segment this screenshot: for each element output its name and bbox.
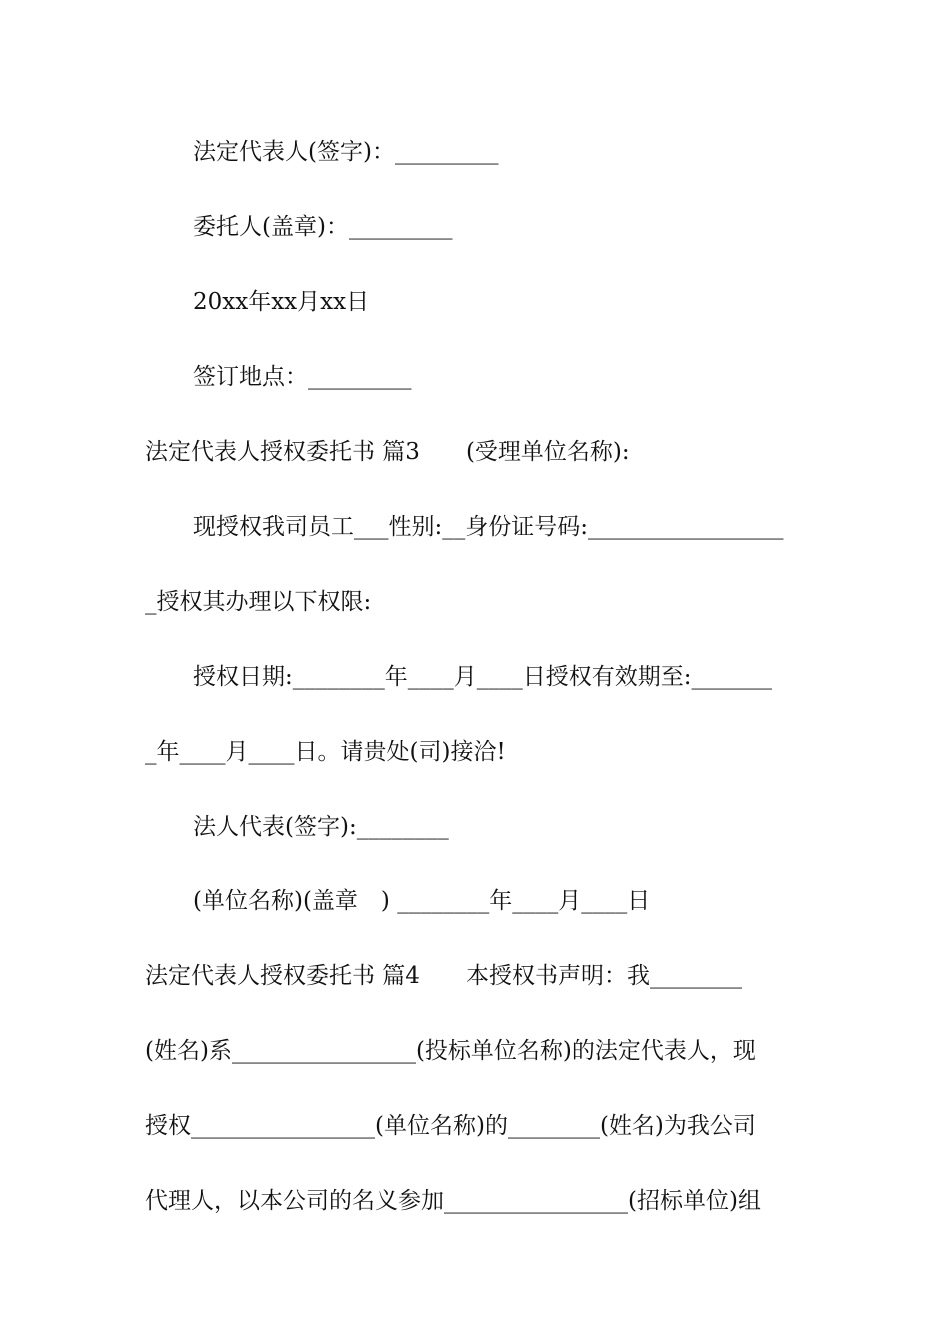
authorization-date-line: 授权日期:________年____月____日授权有效期至:_______: [193, 664, 772, 690]
legal-rep-signature-line: 法定代表人(签字)：_________: [193, 139, 499, 165]
section-4-heading: 法定代表人授权委托书 篇4 本授权书声明：我________: [145, 963, 742, 989]
authorization-employee-line: 现授权我司员工___性别:__身份证号码:_________________: [193, 514, 784, 540]
signing-place-line: 签订地点：_________: [193, 364, 412, 390]
authorization-scope-line: _授权其办理以下权限:: [145, 589, 372, 615]
body-line-name: (姓名)系________________(投标单位名称)的法定代表人，现: [145, 1038, 756, 1064]
legal-rep-line: 法人代表(签字):________: [193, 814, 449, 840]
date-line: 20xx年xx月xx日: [193, 289, 370, 315]
validity-end-line: _年____月____日。请贵处(司)接洽!: [145, 739, 506, 765]
body-line-agent: 代理人，以本公司的名义参加________________(招标单位)组: [145, 1188, 761, 1214]
section-3-heading: 法定代表人授权委托书 篇3 (受理单位名称):: [145, 439, 630, 465]
body-line-authorize: 授权________________(单位名称)的________(姓名)为我公司: [145, 1113, 756, 1139]
principal-seal-line: 委托人(盖章)：_________: [193, 214, 453, 240]
unit-seal-date-line: (单位名称)(盖章 ) ________年____月____日: [193, 888, 651, 914]
